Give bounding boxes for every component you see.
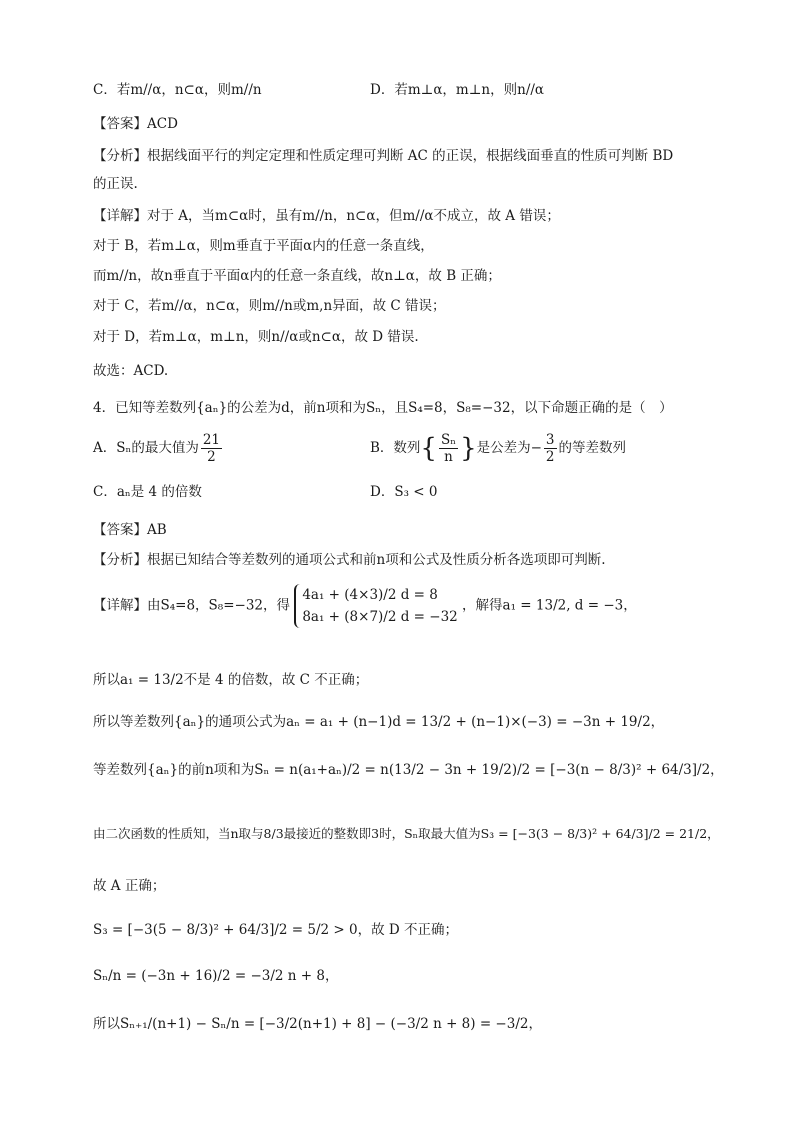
q4-detail-line9: 所以Sₙ₊₁/(n+1) − Sₙ/n = [−3/2(n+1) + 8] − (−3/2 n + 8) = −3/2， [93, 1016, 542, 1032]
q4-option-b-fraction [439, 432, 458, 465]
q3-option-d: D．若m⊥α，m⊥n，则n//α [370, 82, 545, 98]
q4-option-a-text: A．Sₙ的最大值为 [93, 440, 199, 456]
q3-answer: 【答案】ACD [93, 116, 178, 132]
q3-detail-line3: 而m//n，故n垂直于平面α内的任意一条直线，故n⊥α，故 B 正确； [93, 268, 501, 284]
fraction-numerator: 3 [545, 432, 555, 448]
fraction-numerator: Sₙ [440, 432, 457, 448]
fraction-denominator: n [444, 449, 453, 465]
q4-detail-line1 [93, 584, 637, 628]
equation-2: 8a₁ + (8×7)/2 d = −32 [302, 609, 458, 625]
q4-detail-line5: 由二次函数的性质知，当n取与8/3最接近的整数即3时，Sₙ取最大值为S₃ = [−3(3 − 8/3)² + 64/3]/2 = 21/2， [93, 826, 720, 841]
q4-answer: 【答案】AB [93, 522, 167, 538]
q4-option-c: C．aₙ是 4 的倍数 [93, 484, 202, 500]
q4-detail-line1-pre: 【详解】由S₄=8，S₈=−32，得 [93, 597, 291, 614]
q4-analysis: 【分析】根据已知结合等差数列的通项公式和前n项和公式及性质分析各选项即可判断. [93, 552, 606, 568]
q3-option-c: C．若m//α，n⊂α，则m//n [93, 82, 262, 98]
fraction-denominator: 2 [207, 449, 216, 465]
q4-stem: 4．已知等差数列{aₙ}的公差为d，前n项和为Sₙ，且S₄=8，S₈=−32，以下命题正确的是（ ） [93, 400, 673, 416]
q3-detail-line2: 对于 B，若m⊥α，则m垂直于平面α内的任意一条直线， [93, 238, 434, 254]
q4-detail-line2: 所以a₁ = 13/2不是 4 的倍数，故 C 不正确； [93, 672, 369, 688]
left-brace-icon: { [420, 433, 437, 464]
q3-analysis-line1: 【分析】根据线面平行的判定定理和性质定理可判断 AC 的正误，根据线面垂直的性质可判断 BD [93, 148, 674, 164]
q4-option-b-mid: 是公差为− [476, 440, 542, 456]
q3-detail-line4: 对于 C，若m//α，n⊂α，则m//n或m,n异面，故 C 错误； [93, 298, 446, 314]
q4-option-b [370, 430, 626, 467]
q3-detail-line1: 【详解】对于 A，当m⊂α时，虽有m//n，n⊂α，但m//α不成立，故 A 错误； [93, 208, 560, 224]
q4-option-b-diff-fraction [544, 432, 557, 465]
equation-1: 4a₁ + (4×3)/2 d = 8 [302, 587, 438, 603]
q4-option-a-fraction [201, 432, 222, 465]
fraction-denominator: 2 [545, 449, 555, 465]
q3-detail-line5: 对于 D，若m⊥α，m⊥n，则n//α或n⊂α，故 D 错误. [93, 329, 419, 345]
q4-option-b-text: B．数列 [370, 440, 421, 456]
q4-detail-line4: 等差数列{aₙ}的前n项和为Sₙ = n(a₁+aₙ)/2 = n(13/2 − 3n + 19/2)/2 = [−3(n − 8/3)² + 64/3]/2， [93, 762, 724, 778]
q4-detail-line8: Sₙ/n = (−3n + 16)/2 = −3/2 n + 8， [93, 968, 339, 984]
q4-detail-line6: 故 A 正确； [93, 878, 166, 894]
fraction-numerator: 21 [202, 432, 221, 448]
q4-detail-line1-post: ，解得a₁ = 13/2, d = −3， [462, 597, 637, 614]
q4-detail-line7: S₃ = [−3(5 − 8/3)² + 64/3]/2 = 5/2 > 0，故 D 不正确； [93, 922, 459, 938]
equation-system [294, 584, 457, 628]
q4-option-a [93, 430, 224, 466]
q3-choose: 故选：ACD. [93, 363, 169, 379]
q3-analysis-line2: 的正误. [93, 176, 138, 192]
q4-option-d: D．S₃ < 0 [370, 484, 438, 500]
q4-detail-line3: 所以等差数列{aₙ}的通项公式为aₙ = a₁ + (n−1)d = 13/2 + (n−1)×(−3) = −3n + 19/2， [93, 714, 665, 730]
right-brace-icon: } [460, 433, 477, 464]
q4-option-b-post: 的等差数列 [558, 440, 627, 456]
